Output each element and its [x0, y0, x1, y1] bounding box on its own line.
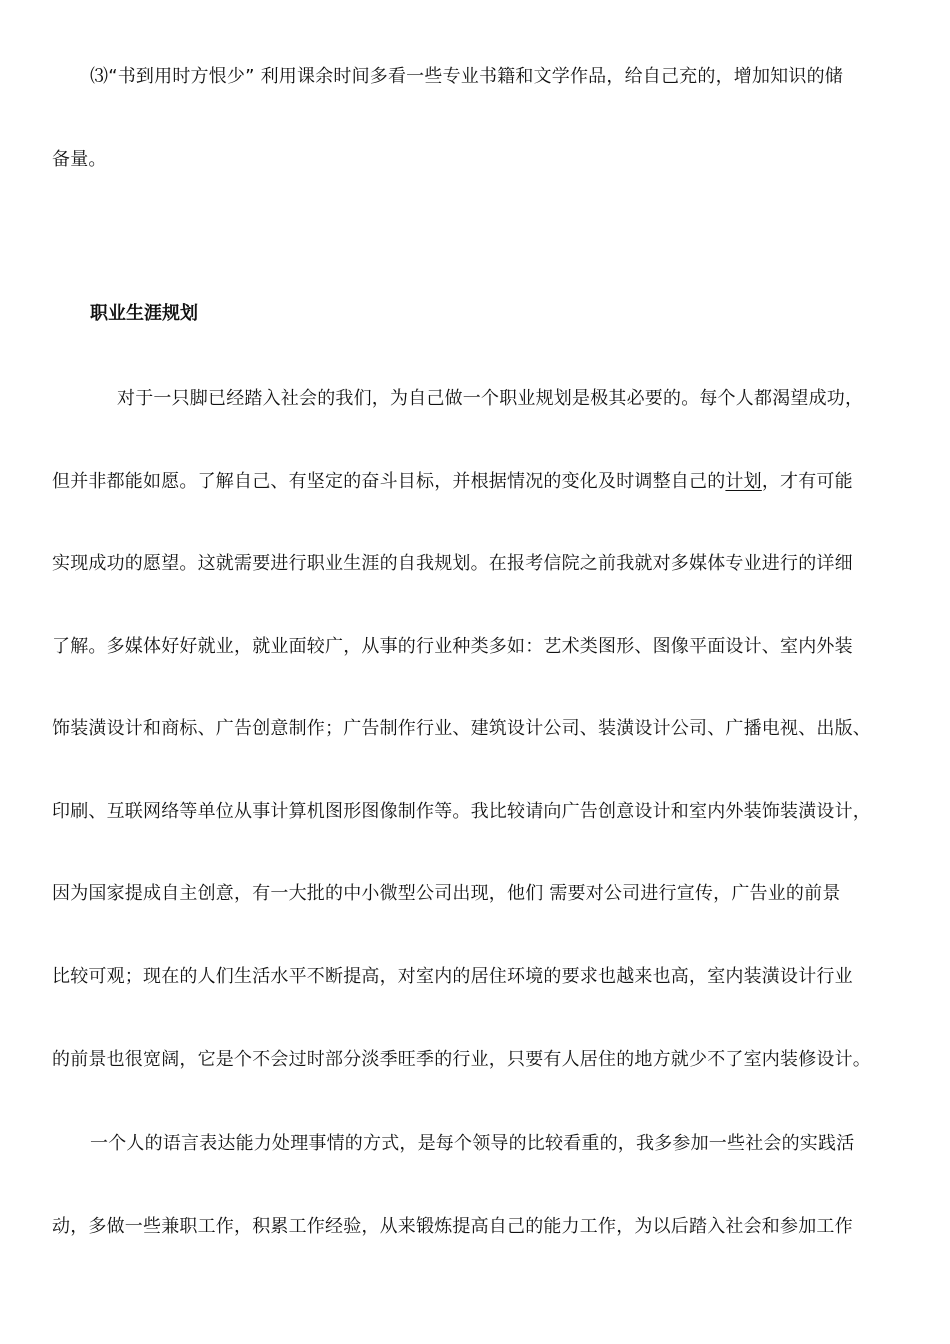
career-paragraph-line-4: 了解。多媒体好好就业，就业面较广，从事的行业种类多如：艺术类图形、图像平面设计、室内外装	[52, 636, 853, 657]
career-line-2-text-after: ，才有可能	[761, 471, 853, 492]
career-line-2-text-before: 但并非都能如愿。了解自己、有坚定的奋斗目标，并根据情况的变化及时调整自己的	[52, 471, 726, 492]
career-paragraph-line-7: 因为国家提成自主创意，有一大批的中小微型公司出现，他们 需要对公司进行宣传，广告业的前景	[52, 883, 841, 904]
career-paragraph-line-5: 饰装潢设计和商标、广告创意制作；广告制作行业、建筑设计公司、装潢设计公司、广播电视、出版、	[52, 718, 871, 739]
section-heading: 职业生涯规划	[90, 303, 198, 324]
plan-link[interactable]: 计划	[725, 471, 762, 492]
skills-paragraph-line-2: 动，多做一些兼职工作，积累工作经验，从来锻炼提高自己的能力工作，为以后踏入社会和参加工作	[52, 1216, 853, 1237]
paragraph-3-line-2: 备量。	[52, 149, 107, 170]
career-paragraph-line-8: 比较可观；现在的人们生活水平不断提高，对室内的居住环境的要求也越来也高，室内装潢设计行业	[52, 966, 853, 987]
career-paragraph-line-6: 印刷、互联网络等单位从事计算机图形图像制作等。我比较请向广告创意设计和室内外装饰装潢设计，	[52, 801, 871, 822]
career-paragraph-line-3: 实现成功的愿望。这就需要进行职业生涯的自我规划。在报考信院之前我就对多媒体专业进行的详细	[52, 553, 853, 574]
career-paragraph-line-9: 的前景也很宽阔，它是个不会过时部分淡季旺季的行业，只要有人居住的地方就少不了室内装修设计。	[52, 1049, 871, 1070]
skills-paragraph-line-1: 一个人的语言表达能力处理事情的方式，是每个领导的比较看重的，我多参加一些社会的实践活	[90, 1133, 855, 1154]
career-paragraph-line-1: 对于一只脚已经踏入社会的我们，为自己做一个职业规划是极其必要的。每个人都渴望成功，	[117, 388, 864, 409]
career-paragraph-line-2	[52, 470, 912, 494]
paragraph-3-line-1: ⑶“书到用时方恨少” 利用课余时间多看一些专业书籍和文学作品，给自己充的，增加知识的储	[90, 66, 843, 87]
